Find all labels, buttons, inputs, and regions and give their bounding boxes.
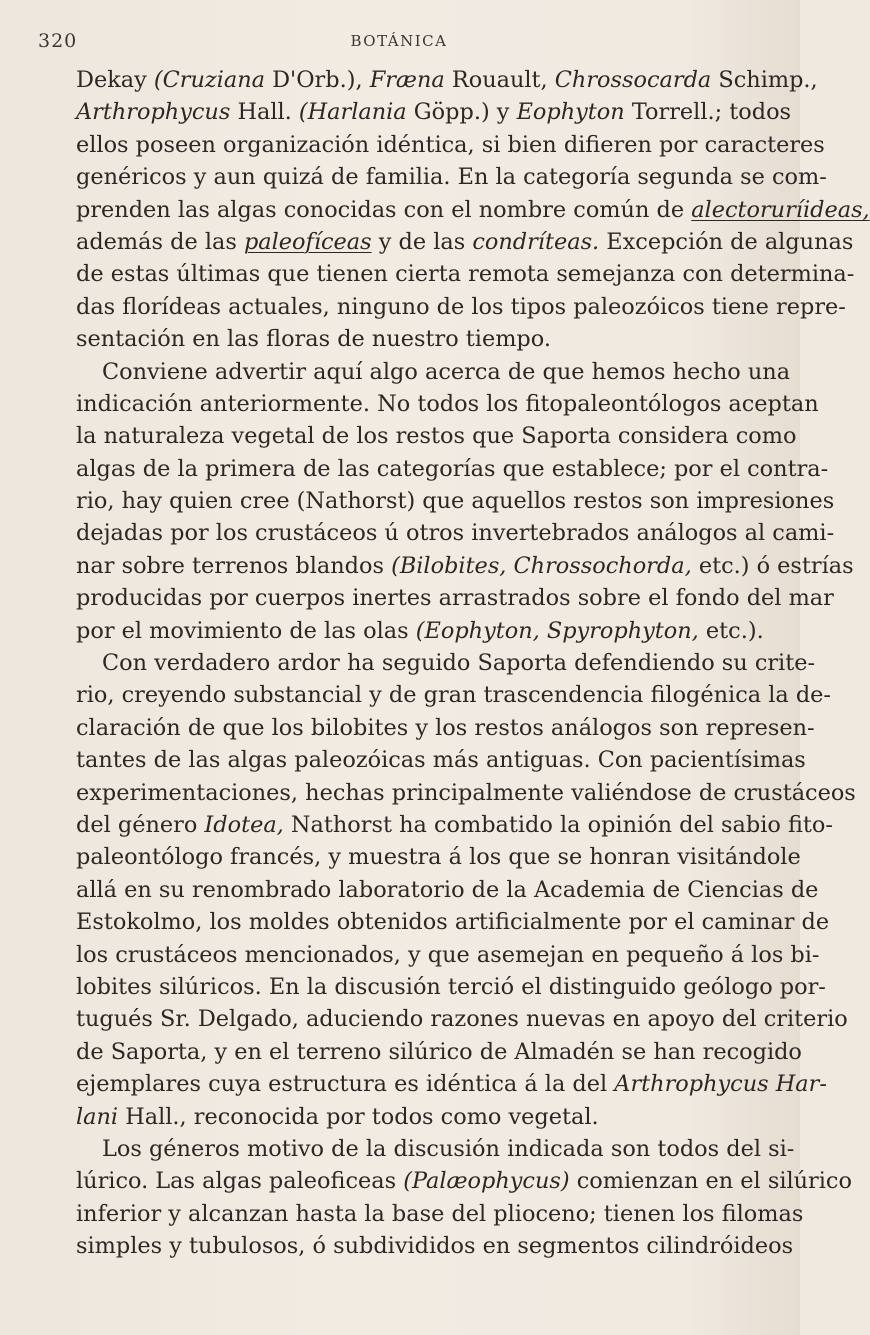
text-run: Los géneros motivo de la discusión indicada son todos del si- [102,1135,795,1162]
text-line [76,841,801,873]
italic-term: (Palæophycus) [403,1168,570,1195]
text-run: inferior y alcanzan hasta la base del plioceno; tienen los filomas [76,1200,804,1227]
text-run: dejadas por los crustáceos ú otros invertebrados análogos al cami- [76,520,835,547]
italic-term: Fræna [369,67,445,93]
text-line [76,388,819,420]
text-run: etc.). [698,617,764,644]
text-run: etc.) ó estrías [691,552,854,579]
text-line [76,96,792,128]
text-line [76,1198,804,1230]
text-run: de estas últimas que tienen cierta remota semejanza con determina- [76,261,855,288]
text-run: lúrico. Las algas paleoficeas [76,1168,404,1195]
italic-term: (Harlania [298,99,407,126]
text-line [76,323,764,355]
italic-term: Eophyton [516,99,625,126]
text-run: Rouault, [444,67,555,93]
text-line [76,874,819,906]
text-run: Con verdadero ardor ha seguido Saporta defendiendo su crite- [102,650,816,677]
text-run: rio, hay quien cree (Nathorst) que aquellos restos son impresiones [76,488,835,515]
text-line [76,615,764,647]
text-run: rio, creyendo substancial y de gran trascendencia filogénica la de- [76,682,831,709]
text-line [76,485,835,517]
text-line [76,1165,852,1197]
text-run: Nathorst ha combatido la opinión del sabio fito- [283,811,833,838]
text-run: Göpp.) y [406,99,517,126]
text-line [76,1133,795,1165]
italic-term: paleofíceas [243,228,372,255]
text-run: D'Orb.), [264,67,370,93]
italic-term: Spyrophyton, [546,617,699,644]
text-line [76,161,827,193]
text-run: simples y tubulosos, ó subdivididos en segmentos cilindróideos [76,1233,794,1260]
italic-term: Chrossochorda, [513,552,692,579]
text-line [76,420,797,452]
text-line [76,1230,794,1262]
italic-term: lani [76,1103,119,1130]
text-run: comienzan en el silúrico [569,1168,852,1195]
text-run: tantes de las algas paleozóicas más antiguas. Con pacientísimas [76,747,806,774]
text-run: tugués Sr. Delgado, aduciendo razones nuevas en apoyo del criterio [76,1006,848,1033]
text-run: además de las [76,228,244,255]
text-line [76,1003,848,1035]
text-run: del género [76,811,205,838]
text-line [76,744,806,776]
text-run: Estokolmo, los moldes obtenidos artificialmente por el caminar de [76,909,830,936]
text-run: los crustáceos mencionados, y que asemejan en pequeño á los bi- [76,941,820,968]
text-run: Hall., reconocida por todos como vegetal. [118,1103,599,1130]
text-line [76,517,835,549]
text-line [76,226,854,258]
text-run [540,618,547,644]
text-run: Dekay [76,67,154,93]
text-run: la naturaleza vegetal de los restos que Saporta considera como [76,423,797,450]
italic-term: Arthrophycus [76,99,231,126]
text-line [76,64,818,96]
text-line [76,939,820,971]
text-line [76,647,816,679]
text-run: genéricos y aun quizá de familia. En la categoría segunda se com- [76,164,827,191]
text-line [76,258,855,290]
text-run: Excepción de algunas [599,228,854,255]
text-run: de Saporta, y en el terreno silúrico de Almadén se han recogido [76,1038,802,1065]
page-number: 320 [38,30,78,52]
text-line [76,129,825,161]
text-line [76,550,854,582]
text-line [76,1068,827,1100]
text-run: paleontólogo francés, y muestra á los que se honran visitándole [76,844,801,871]
text-line [76,971,826,1003]
italic-term: (Eophyton, [415,617,540,644]
italic-term: Chrossocarda [554,67,712,93]
text-run: das florídeas actuales, ninguno de los tipos paleozóicos tiene repre- [76,293,846,320]
text-run: Torrell.; todos [624,99,792,126]
page-header [38,30,760,54]
text-run: nar sobre terrenos blandos [76,552,392,579]
text-run: prenden las algas conocidas con el nombre común de [76,196,692,223]
text-line [76,453,829,485]
text-run: allá en su renombrado laboratorio de la Academia de Ciencias de [76,876,819,903]
text-run: Conviene advertir aquí algo acerca de que hemos hecho una [102,358,791,385]
text-run: sentación en las floras de nuestro tiempo. [76,326,551,353]
text-run: producidas por cuerpos inertes arrastrados sobre el fondo del mar [76,585,834,612]
text-run: ejemplares cuya estructura es idéntica á la del [76,1071,615,1098]
text-run: y de las [371,228,473,255]
italic-term: condríteas. [472,228,600,255]
text-line [76,1036,802,1068]
text-run: lobites silúricos. En la discusión terció el distinguido geólogo por- [76,973,826,1000]
text-line [76,777,856,809]
text-line [76,1101,764,1133]
text-run [506,553,513,579]
running-head: BOTÁNICA [350,32,448,50]
text-run: por el movimiento de las olas [76,617,416,644]
text-line [76,906,830,938]
text-line [76,582,834,614]
text-run: indicación anteriormente. No todos los fitopaleontólogos aceptan [76,390,819,417]
text-line [76,291,846,323]
italic-term: alectoruríideas, [691,196,870,223]
text-line [76,712,815,744]
italic-term: Idotea, [204,811,284,838]
text-run: experimentaciones, hechas principalmente valiéndose de crustáceos [76,779,856,806]
text-line [76,194,870,226]
text-run: Schimp., [711,67,818,93]
body-text [76,64,870,1262]
text-run: algas de la primera de las categorías que establece; por el contra- [76,455,829,482]
text-line [76,679,831,711]
text-run: claración de que los bilobites y los restos análogos son represen- [76,714,815,741]
italic-term: Arthrophycus Har- [614,1071,827,1098]
text-run: ellos poseen organización idéntica, si bien difieren por caracteres [76,131,825,158]
text-line [76,356,791,388]
text-run: Hall. [230,99,299,126]
text-line [76,809,833,841]
italic-term: (Cruziana [153,67,265,93]
italic-term: (Bilobites, [391,552,507,579]
